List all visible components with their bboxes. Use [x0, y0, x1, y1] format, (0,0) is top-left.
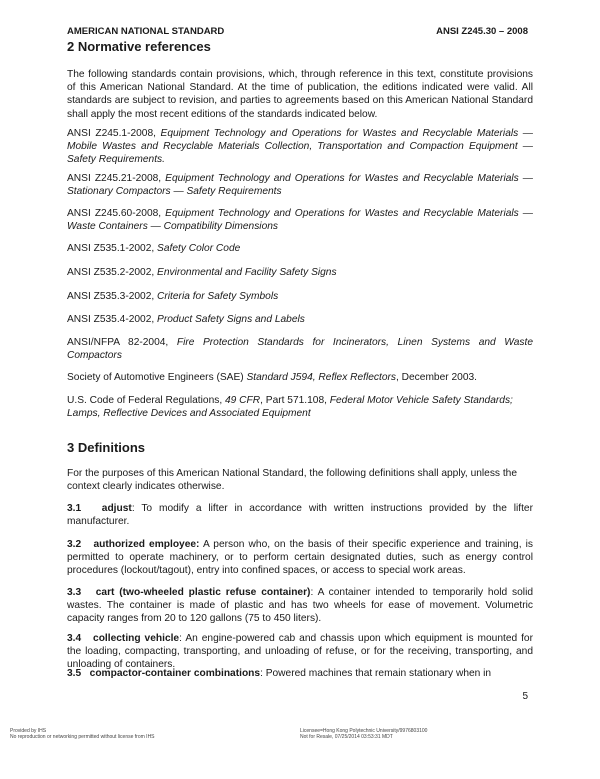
footer-resale-notice: Not for Resale, 07/25/2014 03:53:31 MDT: [300, 734, 393, 740]
ref-title: Equipment Technology and Operations for Wastes and Recyclable Materials — Stationary Compactors — Safety Requirements: [67, 173, 533, 198]
definition-item: [67, 632, 533, 672]
ref-date: , December 2003.: [396, 372, 477, 383]
ref-title: Product Safety Signs and Labels: [157, 314, 305, 325]
footer-right: [300, 728, 427, 740]
definition-text: : Powered machines that remain stationary when in: [260, 668, 492, 679]
ref-designation: ANSI Z245.21-2008,: [67, 173, 166, 184]
ref-title: Standard J594, Reflex Reflectors: [246, 372, 396, 383]
ref-title: Federal Motor Vehicle Safety Standards; Lamps, Reflective Devices and Associated Equipment: [67, 395, 513, 420]
ref-designation: ANSI Z535.4-2002,: [67, 314, 158, 325]
definition-text: : To modify a lifter in accordance with written instructions provided by the lifter manufacturer.: [67, 503, 533, 528]
ref-designation: ANSI Z245.1-2008,: [67, 128, 161, 139]
ref-designation: ANSI Z535.3-2002,: [67, 291, 158, 302]
section-2-heading: 2 Normative references: [67, 39, 211, 54]
footer-licensee: Licensee=Hong Kong Polytechnic University/9976803100: [300, 728, 428, 734]
definition-number: 3.1: [67, 503, 82, 514]
definition-term: adjust: [101, 503, 132, 514]
section-2-intro: The following standards contain provisions, which, through reference in this text, constitute provisions of this American National Standard. At the time of publication, the editions indicated were valid. All standards are subject to revision, and parties to agreements based on this American National Standard shall apply the most recent editions of the standards indicated below.: [67, 69, 533, 120]
definition-term: authorized employee:: [93, 539, 200, 550]
ref-part: , Part 571.108,: [260, 395, 330, 406]
section-3-intro: For the purposes of this American National Standard, the following definitions shall apply, unless the context clearly indicates otherwise.: [67, 468, 518, 493]
section-3-heading: 3 Definitions: [67, 440, 146, 455]
definition-term: cart (two-wheeled plastic refuse container): [95, 587, 311, 598]
reference-item: [67, 242, 533, 255]
reference-item: [67, 207, 533, 233]
ref-designation: ANSI Z535.2-2002,: [67, 267, 158, 278]
footer-left: [10, 728, 155, 740]
reference-item: [67, 266, 533, 279]
ref-designation: ANSI Z535.1-2002,: [67, 243, 158, 254]
reference-item: [67, 313, 533, 326]
reference-item: [67, 172, 533, 198]
definition-number: 3.2: [67, 539, 82, 550]
ref-title: Equipment Technology and Operations for Wastes and Recyclable Materials — Waste Containers — Compatibility Dimensions: [67, 208, 533, 233]
reference-item: [67, 127, 533, 167]
ref-designation: ANSI/NFPA 82-2004,: [67, 337, 177, 348]
reference-item: [67, 290, 533, 303]
definition-item: [67, 667, 533, 680]
ref-title: Safety Color Code: [157, 243, 241, 254]
reference-item: [67, 371, 533, 384]
definition-number: 3.4: [67, 633, 82, 644]
ref-designation: ANSI Z245.60-2008,: [67, 208, 166, 219]
footer-provider: Provided by IHS: [10, 728, 47, 734]
reference-item: [67, 336, 533, 362]
definition-term: collecting vehicle: [93, 633, 180, 644]
ref-title: Environmental and Facility Safety Signs: [157, 267, 337, 278]
running-header: [67, 26, 528, 37]
definition-item: [67, 586, 533, 626]
ref-title: Criteria for Safety Symbols: [157, 291, 279, 302]
ref-designation: U.S. Code of Federal Regulations,: [67, 395, 225, 406]
definition-text: : A container intended to temporarily hold solid wastes. The container is made of plastic and has two wheels for ease of movement. Volumetric capacity ranges from 20 to 120 gallons (75 to 450 liters).: [67, 587, 533, 625]
header-right: ANSI Z245.30 – 2008: [436, 26, 528, 37]
definition-term: compactor-container combinations: [89, 668, 261, 679]
page-number: 5: [522, 691, 528, 702]
header-left: AMERICAN NATIONAL STANDARD: [67, 26, 225, 37]
footer-license-notice: No reproduction or networking permitted without license from IHS: [10, 734, 155, 740]
definition-number: 3.5: [67, 668, 82, 679]
ref-title: Equipment Technology and Operations for Wastes and Recyclable Materials — Mobile Wastes and Recyclable Materials Collection, Transportation and Compaction Equipment — Safety Requirements.: [67, 128, 533, 166]
definition-item: [67, 502, 533, 528]
ref-title: Fire Protection Standards for Incinerators, Linen Systems and Waste Compactors: [67, 337, 533, 362]
definition-text: : An engine-powered cab and chassis upon which equipment is mounted for the loading, compacting, transporting, and unloading of refuse, or for the receiving, transporting, and unloading of containers.: [67, 633, 533, 671]
definition-number: 3.3: [67, 587, 82, 598]
ref-designation: Society of Automotive Engineers (SAE): [67, 372, 247, 383]
reference-item: [67, 394, 533, 420]
definition-text: A person who, on the basis of their specific experience and training, is permitted to operate machinery, or to perform certain designated duties, such as energy control procedures (lockout/tagout), entry into confined spaces, or access to special work areas.: [67, 539, 533, 577]
ref-title: 49 CFR: [225, 395, 261, 406]
definition-item: [67, 538, 533, 578]
